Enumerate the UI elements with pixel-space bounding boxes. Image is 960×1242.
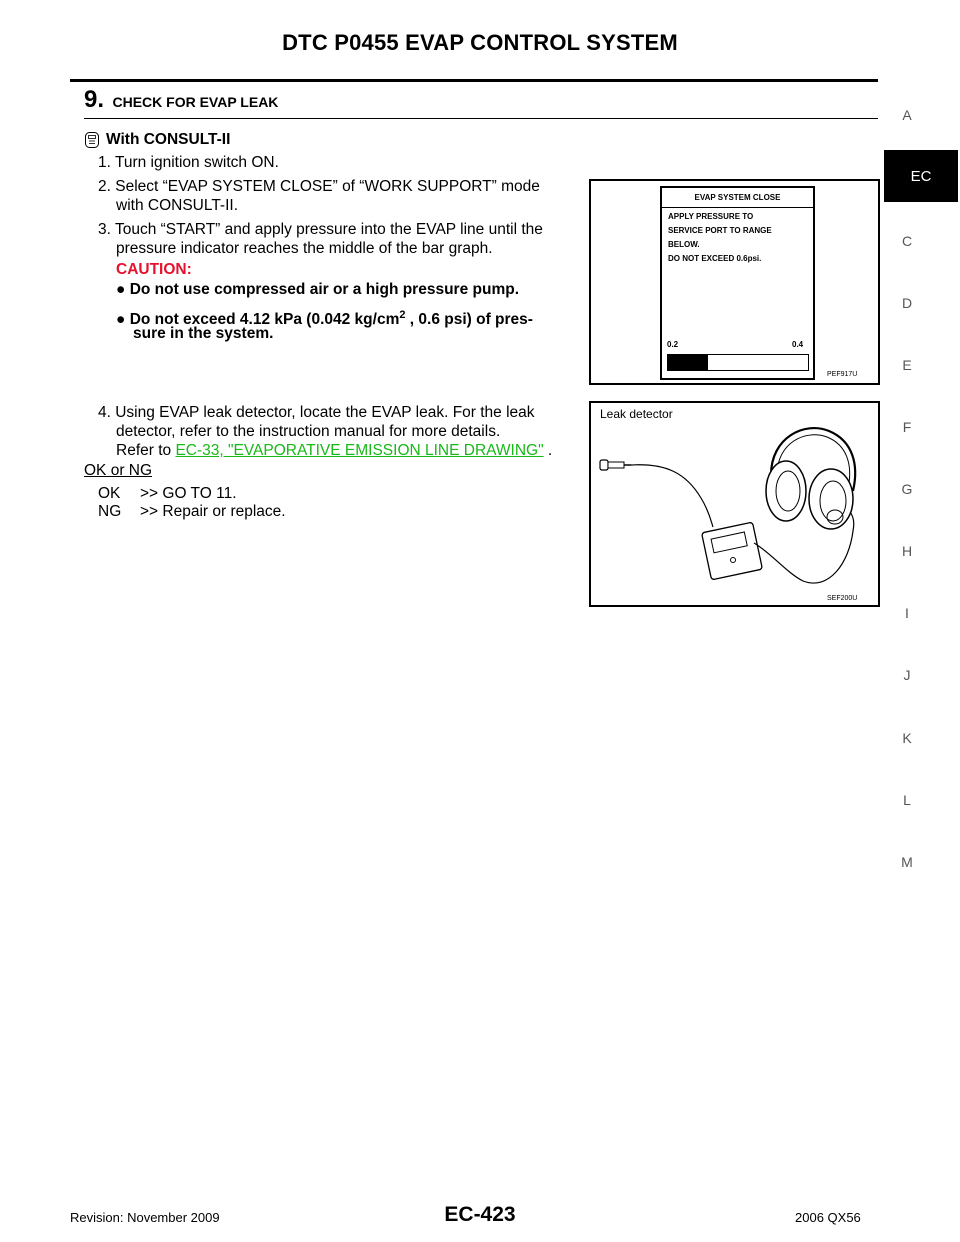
step-heading bbox=[84, 86, 278, 114]
leak-detector-illustration bbox=[591, 403, 878, 605]
instruction-3: 3. Touch “START” and apply pressure into the EVAP line until the bbox=[98, 221, 543, 238]
sidebar-tab-ec[interactable]: EC bbox=[884, 150, 958, 202]
sidebar-letter-m[interactable]: M bbox=[901, 854, 913, 870]
ok-action: >> GO TO 11. bbox=[140, 485, 237, 502]
header-rule bbox=[70, 79, 878, 82]
consult-label: With CONSULT-II bbox=[106, 131, 231, 148]
sidebar-letter-j[interactable]: J bbox=[903, 667, 911, 683]
caution-2-text-end: , 0.6 psi) of pres- bbox=[405, 311, 533, 329]
sidebar-letter-a[interactable]: A bbox=[902, 107, 912, 123]
bullet-icon: ● bbox=[116, 311, 126, 329]
scale-min: 0.2 bbox=[667, 340, 679, 349]
refer-end: . bbox=[543, 442, 553, 459]
refer-text: Refer to bbox=[116, 442, 176, 459]
page-title: DTC P0455 EVAP CONTROL SYSTEM bbox=[282, 30, 678, 55]
screen-line-2: SERVICE PORT TO RANGE bbox=[668, 226, 772, 235]
caution-2-superscript: 2 bbox=[399, 309, 406, 321]
ok-or-ng-label: OK or NG bbox=[84, 462, 153, 479]
footer-revision: Revision: November 2009 bbox=[70, 1210, 220, 1225]
screen-line-3: BELOW. bbox=[668, 240, 700, 249]
result-ok-row bbox=[98, 484, 237, 503]
ng-key: NG bbox=[98, 503, 122, 520]
instruction-3-cont: pressure indicator reaches the middle of the bar graph. bbox=[116, 240, 493, 257]
step-rule bbox=[84, 118, 878, 119]
ok-key: OK bbox=[98, 485, 121, 502]
scale-max: 0.4 bbox=[792, 340, 804, 349]
figure-code: SEF200U bbox=[827, 595, 858, 602]
figure-evap-system-close bbox=[589, 179, 880, 385]
instruction-2: 2. Select “EVAP SYSTEM CLOSE” of “WORK SUPPORT” mode bbox=[98, 178, 540, 195]
sidebar-letter-g[interactable]: G bbox=[901, 481, 913, 497]
pressure-bar-graph bbox=[667, 354, 809, 371]
sidebar-letter-l[interactable]: L bbox=[903, 792, 911, 808]
ng-action: >> Repair or replace. bbox=[140, 503, 286, 520]
sidebar-letter-i[interactable]: I bbox=[905, 605, 909, 621]
figure-code: PEF917U bbox=[827, 371, 858, 378]
consult-screen bbox=[660, 186, 815, 380]
result-ng-row bbox=[98, 502, 286, 521]
footer-model: 2006 QX56 bbox=[795, 1210, 861, 1225]
screen-line-4: DO NOT EXCEED 0.6psi. bbox=[668, 254, 762, 263]
sidebar-letter-c[interactable]: C bbox=[901, 233, 913, 249]
sidebar-letter-h[interactable]: H bbox=[901, 543, 913, 559]
screen-title-rule bbox=[662, 207, 813, 208]
evap-drawing-link[interactable]: EC-33, "EVAPORATIVE EMISSION LINE DRAWING" bbox=[175, 442, 544, 459]
caution-item-2-cont: sure in the system. bbox=[133, 325, 274, 342]
screen-line-1: APPLY PRESSURE TO bbox=[668, 212, 754, 221]
instruction-4-cont: detector, refer to the instruction manual for more details. bbox=[116, 423, 501, 440]
sidebar-letter-e[interactable]: E bbox=[902, 357, 912, 373]
consult-tool-icon bbox=[84, 131, 100, 149]
sidebar-letter-f[interactable]: F bbox=[902, 419, 912, 435]
instruction-4: 4. Using EVAP leak detector, locate the EVAP leak. For the leak bbox=[98, 404, 535, 421]
caution-item-1 bbox=[116, 280, 519, 299]
instruction-4-refer bbox=[116, 441, 552, 460]
bullet-icon: ● bbox=[116, 281, 126, 298]
pressure-bar-fill bbox=[668, 355, 708, 370]
figure-leak-detector bbox=[589, 401, 880, 607]
caution-2-text: Do not exceed 4.12 kPa (0.042 kg/cm bbox=[129, 311, 400, 329]
sidebar-letter-d[interactable]: D bbox=[901, 295, 913, 311]
footer-page-number: EC-423 bbox=[444, 1203, 516, 1226]
step-title: CHECK FOR EVAP LEAK bbox=[112, 94, 279, 110]
screen-title: EVAP SYSTEM CLOSE bbox=[694, 193, 781, 202]
leak-detector-label: Leak detector bbox=[600, 407, 673, 421]
instruction-2-cont: with CONSULT-II. bbox=[116, 197, 239, 214]
instruction-1: 1. Turn ignition switch ON. bbox=[98, 154, 279, 171]
consult-heading bbox=[84, 130, 230, 149]
step-number: 9. bbox=[84, 86, 105, 113]
caution-1-text: Do not use compressed air or a high pressure pump. bbox=[129, 281, 519, 298]
caution-label: CAUTION: bbox=[116, 261, 192, 278]
sidebar-letter-k[interactable]: K bbox=[902, 730, 912, 746]
